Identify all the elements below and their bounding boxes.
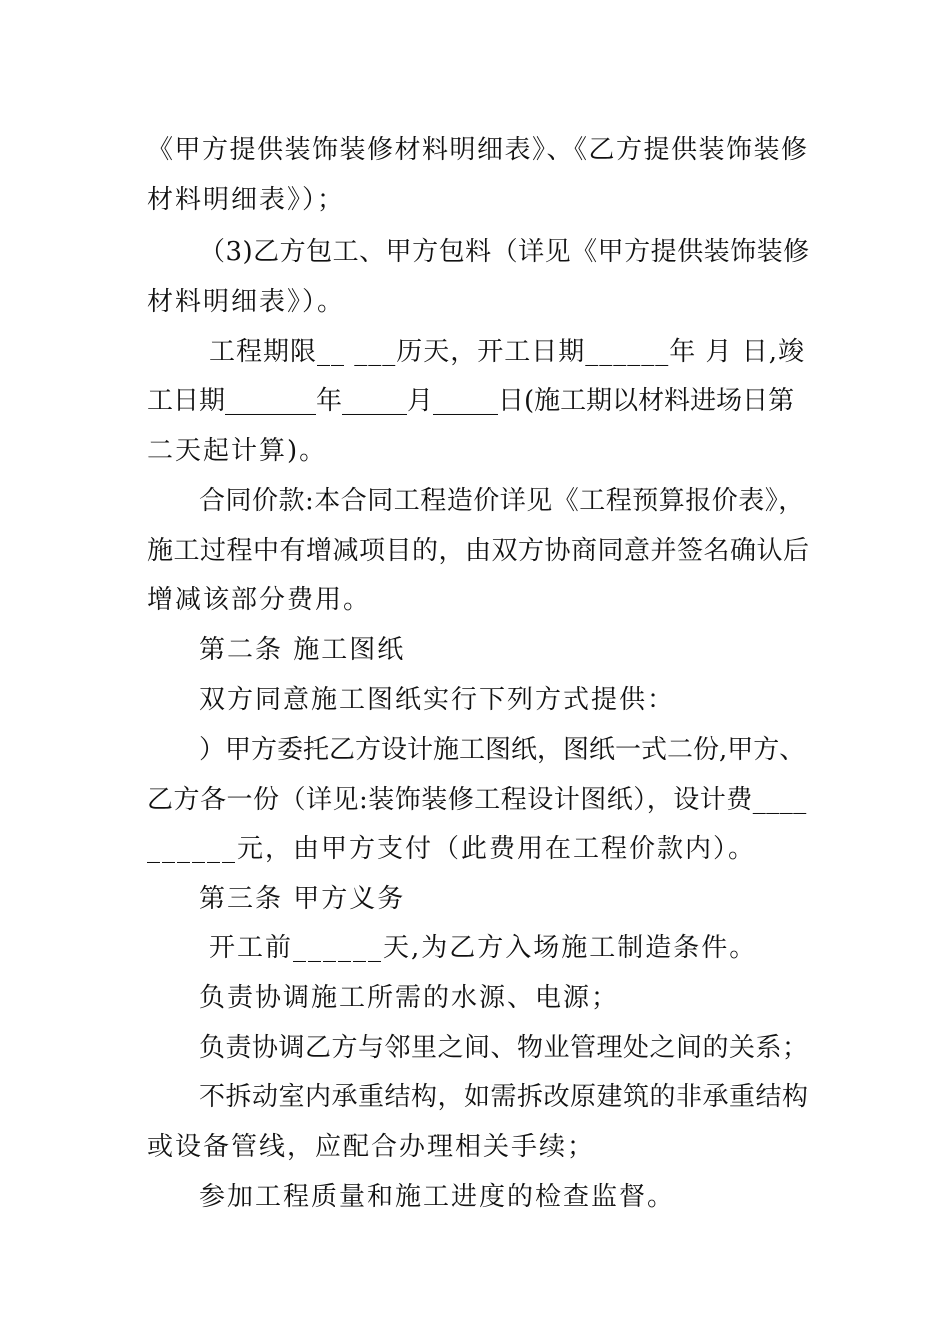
text-line: 材料明细表》）。 [147, 287, 346, 317]
text-line: （3)乙方包工、甲方包料（详见《甲方提供装饰装修 [199, 237, 810, 267]
text-line: 施工过程中有增减项目的，由双方协商同意并签名确认后 [147, 536, 810, 566]
text-line: 负责协调施工所需的水源、电源； [199, 983, 620, 1013]
text-line: 工日期_______年_____月_____日(施工期以材料进场日第 [147, 386, 795, 416]
text-line: 二天起计算)。 [147, 436, 328, 466]
text-line: 不拆动室内承重结构，如需拆改原建筑的非承重结构 [199, 1082, 809, 1112]
text-line: ______元，由甲方支付（此费用在工程价款内）。 [147, 834, 757, 864]
text-line: 双方同意施工图纸实行下列方式提供： [199, 685, 676, 715]
section-heading: 第二条 施工图纸 [199, 635, 406, 665]
text-line: 《甲方提供装饰装修材料明细表》、《乙方提供装饰装修 [147, 135, 809, 165]
text-line: 材料明细表》）； [147, 185, 346, 215]
text-line: ）甲方委托乙方设计施工图纸，图纸一式二份,甲方、 [199, 735, 806, 765]
text-line: 开工前______天,为乙方入场施工制造条件。 [209, 933, 758, 963]
text-line: 乙方各一份（详见:装饰装修工程设计图纸），设计费____ [147, 785, 807, 815]
text-line: 参加工程质量和施工进度的检查监督。 [199, 1182, 676, 1212]
text-line: 合同价款:本合同工程造价详见《工程预算报价表》， [199, 486, 805, 516]
text-line: 负责协调乙方与邻里之间、物业管理处之间的关系； [199, 1033, 809, 1063]
text-line: 增减该部分费用。 [147, 585, 372, 615]
text-line: 或设备管线，应配合办理相关手续； [147, 1132, 596, 1162]
text-line: 工程期限__ ___历天，开工日期______年 月 日,竣 [209, 337, 806, 367]
section-heading: 第三条 甲方义务 [199, 884, 406, 914]
